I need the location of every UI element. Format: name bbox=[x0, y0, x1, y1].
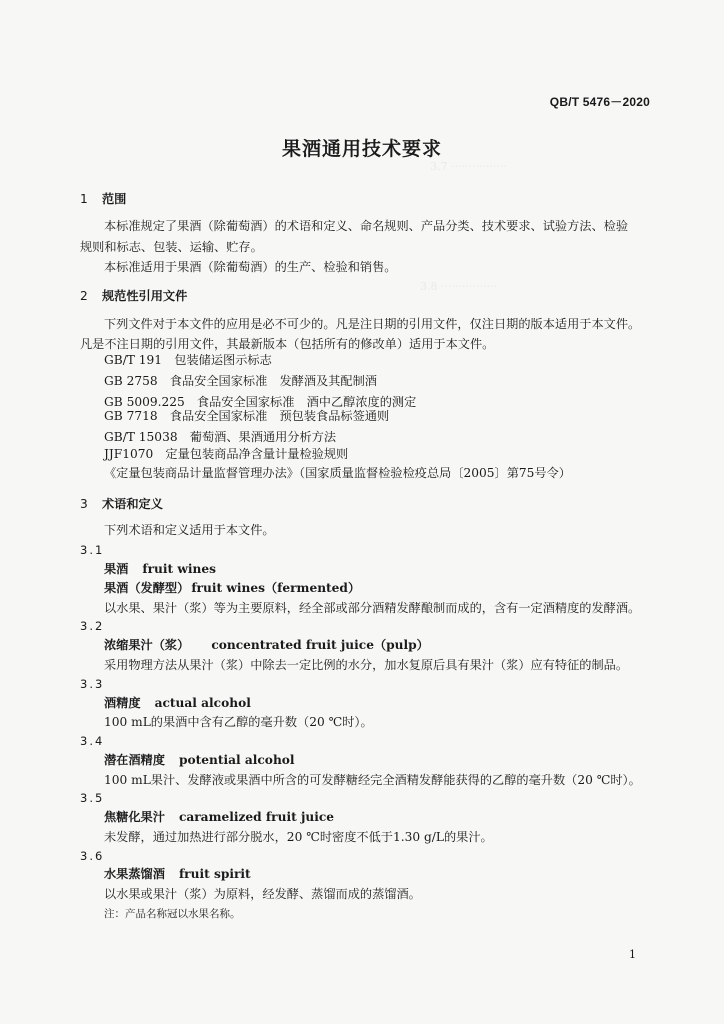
paragraph: 本标准规定了果酒（除葡萄酒）的术语和定义、命名规则、产品分类、技术要求、试验方法、检验 bbox=[104, 219, 629, 233]
reference-item: 《定量包装商品计量监督管理办法》（国家质量监督检验检疫总局〔2005〕第75号令） bbox=[104, 466, 571, 480]
term-definition: 100 mL的果酒中含有乙醇的毫升数（20 ℃时）。 bbox=[104, 715, 373, 729]
term-definition: 未发酵，通过加热进行部分脱水，20 ℃时密度不低于1.30 g/L的果汁。 bbox=[104, 830, 493, 844]
term-number: 3.1 bbox=[80, 543, 105, 557]
term-number: 3.6 bbox=[80, 849, 105, 863]
section-title: 规范性引用文件 bbox=[102, 289, 188, 303]
section-number: 3 bbox=[80, 497, 88, 511]
standard-code: QB/T 5476－2020 bbox=[549, 95, 650, 109]
reference-item: JJF1070 定量包装商品净含量计量检验规则 bbox=[104, 447, 349, 461]
term-en: potential alcohol bbox=[178, 753, 295, 767]
section-title: 术语和定义 bbox=[102, 497, 163, 511]
page-number: 1 bbox=[629, 948, 636, 961]
paragraph: 规则和标志、包装、运输、贮存。 bbox=[80, 240, 263, 254]
term-definition: 以水果或果汁（浆）为原料，经发酵、蒸馏而成的蒸馏酒。 bbox=[104, 887, 421, 901]
term-entry bbox=[104, 809, 334, 825]
term-zh: 潜在酒精度 bbox=[104, 753, 165, 767]
term-en: fruit wines（fermented） bbox=[191, 581, 361, 595]
section-3-heading bbox=[80, 496, 163, 512]
reference-item: GB 5009.225 食品安全国家标准 酒中乙醇浓度的测定 bbox=[104, 395, 417, 409]
term-entry bbox=[104, 561, 216, 577]
term-definition: 采用物理方法从果汁（浆）中除去一定比例的水分，加水复原后具有果汁（浆）应有特征的制品。 bbox=[104, 658, 629, 672]
show-through-text: 3.8 ················ bbox=[420, 280, 497, 293]
term-zh: 水果蒸馏酒 bbox=[104, 867, 165, 881]
section-number: 1 bbox=[80, 192, 88, 206]
term-en: caramelized fruit juice bbox=[178, 810, 335, 824]
term-entry bbox=[104, 866, 251, 882]
paragraph: 本标准适用于果酒（除葡萄酒）的生产、检验和销售。 bbox=[104, 260, 397, 274]
term-entry bbox=[104, 752, 295, 768]
term-en: fruit wines bbox=[142, 562, 216, 576]
reference-item: GB 2758 食品安全国家标准 发酵酒及其配制酒 bbox=[104, 374, 377, 388]
term-number: 3.3 bbox=[80, 677, 105, 691]
section-2-heading bbox=[80, 288, 187, 304]
paragraph: 下列文件对于本文件的应用是必不可少的。凡是注日期的引用文件，仅注日期的版本适用于本文件。 bbox=[104, 317, 641, 331]
section-number: 2 bbox=[80, 289, 88, 303]
paragraph: 下列术语和定义适用于本文件。 bbox=[104, 523, 275, 537]
term-number: 3.2 bbox=[80, 619, 105, 633]
term-en: actual alcohol bbox=[154, 696, 251, 710]
term-zh: 浓缩果汁（浆） bbox=[104, 638, 190, 652]
page-title: 果酒通用技术要求 bbox=[281, 138, 442, 160]
section-title: 范围 bbox=[102, 192, 127, 206]
term-number: 3.5 bbox=[80, 791, 105, 805]
reference-item: GB 7718 食品安全国家标准 预包装食品标签通则 bbox=[104, 409, 390, 423]
term-zh: 果酒 bbox=[104, 562, 129, 576]
term-definition: 100 mL果汁、发酵液或果酒中所含的可发酵糖经完全酒精发酵能获得的乙醇的毫升数（20 ℃时）。 bbox=[104, 773, 641, 787]
show-through-text: 3.7 ················ bbox=[430, 160, 507, 173]
term-en: fruit spirit bbox=[178, 867, 251, 881]
term-entry bbox=[104, 637, 429, 653]
term-number: 3.4 bbox=[80, 734, 105, 748]
section-1-heading bbox=[80, 191, 126, 207]
term-en: concentrated fruit juice（pulp） bbox=[211, 638, 429, 652]
reference-item: GB/T 15038 葡萄酒、果酒通用分析方法 bbox=[104, 430, 337, 444]
term-note: 注：产品名称冠以水果名称。 bbox=[104, 908, 241, 920]
term-definition: 以水果、果汁（浆）等为主要原料，经全部或部分酒精发酵酿制而成的，含有一定酒精度的发酵酒。 bbox=[104, 601, 641, 615]
reference-item: GB/T 191 包装储运图示标志 bbox=[104, 353, 272, 367]
term-entry bbox=[104, 695, 251, 711]
term-entry bbox=[104, 580, 360, 596]
term-zh: 焦糖化果汁 bbox=[104, 810, 165, 824]
term-zh: 果酒（发酵型） bbox=[104, 581, 190, 595]
paragraph: 凡是不注日期的引用文件，其最新版本（包括所有的修改单）适用于本文件。 bbox=[80, 337, 495, 351]
term-zh: 酒精度 bbox=[104, 696, 141, 710]
